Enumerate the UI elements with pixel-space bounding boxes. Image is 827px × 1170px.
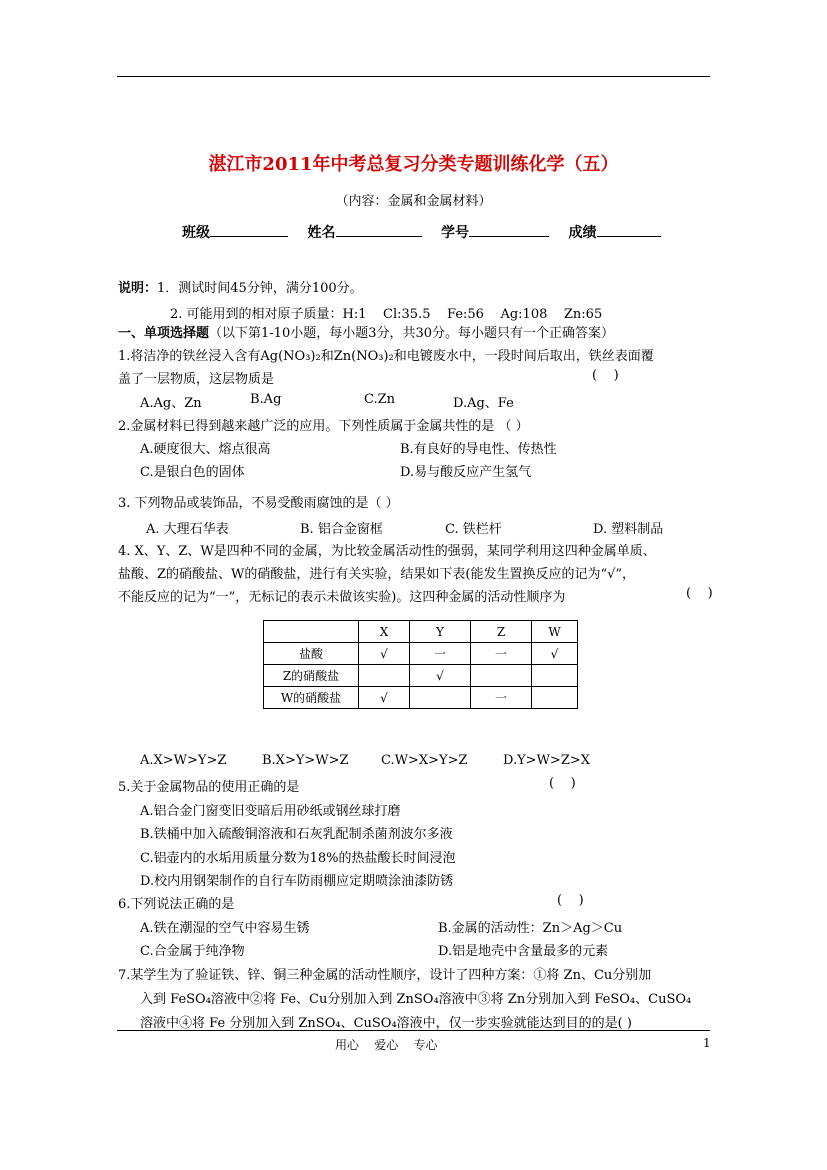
q5-option-b: B.铁桶中加入硫酸铜溶液和石灰乳配制杀菌剂波尔多液 (140, 827, 453, 842)
q6-option-c: C.合金属于纯净物 (140, 944, 245, 959)
q4-option-c: C.W>X>Y>Z (381, 753, 468, 768)
score-label: 成绩 (568, 225, 597, 241)
q4-option-d: D.Y>W>Z>X (503, 753, 591, 768)
id-label: 学号 (441, 225, 469, 241)
q4-option-b: B.X>Y>W>Z (262, 753, 349, 768)
q7-stem-2: 入到 FeSO₄溶液中②将 Fe、Cu分别加入到 ZnSO₄溶液中③将 Zn分别加入到 FeSO₄、CuSO₄ (140, 992, 692, 1007)
q1-stem-1: 1.将洁净的铁丝浸入含有Ag(NO₃)₂和Zn(NO₃)₂和电镀废水中，一段时间后取出，铁丝表面覆 (118, 349, 654, 364)
q6-option-a: A.铁在潮湿的空气中容易生锈 (140, 921, 310, 936)
q1-option-d: D.Ag、Fe (453, 396, 514, 411)
table-cell (532, 665, 578, 687)
section-heading (118, 322, 614, 341)
name-label: 姓名 (307, 225, 336, 241)
q1-stem-2: 盖了一层物质，这层物质是 (118, 372, 275, 387)
table-cell: √ (532, 643, 578, 665)
name-blank[interactable] (336, 222, 422, 237)
class-blank[interactable] (210, 222, 288, 237)
q2-option-c: C.是银白色的固体 (140, 465, 245, 480)
table-cell (264, 621, 359, 643)
reaction-table (263, 620, 578, 709)
table-cell: 一 (410, 643, 471, 665)
class-label: 班级 (182, 225, 210, 241)
q1-option-c: C.Zn (364, 392, 396, 407)
q4-answer-paren: ( ) (686, 586, 713, 601)
id-blank[interactable] (469, 222, 549, 237)
footer-rule (117, 1030, 710, 1031)
q2-option-b: B.有良好的导电性、传热性 (400, 442, 557, 457)
table-cell: √ (359, 687, 410, 709)
section-label: 一、单项选择题 (118, 326, 210, 341)
q3-stem: 3. 下列物品或装饰品，不易受酸雨腐蚀的是（ ） (118, 496, 399, 511)
table-cell (471, 665, 532, 687)
table-cell: 一 (471, 643, 532, 665)
q1-answer-paren: ( ) (592, 368, 619, 383)
table-cell: W (532, 621, 578, 643)
table-cell: Y (410, 621, 471, 643)
q7-stem-3: 溶液中④将 Fe 分别加入到 ZnSO₄、CuSO₄溶液中，仅一步实验就能达到目的的是( ) (140, 1016, 632, 1031)
table-cell: W的硝酸盐 (264, 687, 359, 709)
q5-stem: 5.关于金属物品的使用正确的是 (118, 780, 300, 795)
q5-answer-paren: ( ) (549, 776, 576, 791)
note-2: 2. 可能用到的相对原子质量：H:1 Cl:35.5 Fe:56 Ag:108 Zn:65 (170, 307, 603, 322)
table-cell (359, 665, 410, 687)
q2-option-d: D.易与酸反应产生氢气 (400, 465, 532, 480)
table-cell: 盐酸 (264, 643, 359, 665)
table-row (264, 687, 578, 709)
q4-stem-1: 4. X、Y、Z、W是四种不同的金属，为比较金属活动性的强弱，某同学利用这四种金属单质、 (118, 544, 656, 559)
top-rule (117, 76, 710, 77)
q3-option-d: D. 塑料制品 (593, 522, 664, 537)
page-number: 1 (703, 1036, 711, 1050)
section-desc: （以下第1-10小题，每小题3分，共30分。每小题只有一个正确答案） (209, 326, 615, 341)
q3-option-c: C. 铁栏杆 (445, 522, 502, 537)
footer-motto: 用心 爱心 专心 (335, 1038, 438, 1052)
student-info-line (182, 222, 661, 242)
table-cell (410, 687, 471, 709)
page-subtitle: （内容：金属和金属材料） (335, 194, 492, 209)
q4-stem-3: 不能反应的记为“一”，无标记的表示未做该实验)。这四种金属的活动性顺序为 (118, 590, 566, 605)
table-cell (532, 687, 578, 709)
table-row (264, 665, 578, 687)
q7-stem-1: 7.某学生为了验证铁、锌、铜三种金属的活动性顺序，设计了四种方案：①将 Zn、Cu分别加 (118, 968, 652, 983)
q5-option-a: A.铝合金门窗变旧变暗后用砂纸或钢丝球打磨 (140, 804, 401, 819)
q5-option-d: D.校内用钢架制作的自行车防雨棚应定期喷涂油漆防锈 (140, 874, 454, 889)
table-cell: Z (471, 621, 532, 643)
notes-line-1 (118, 277, 363, 296)
q6-answer-paren: ( ) (557, 893, 584, 908)
q6-stem: 6.下列说法正确的是 (118, 897, 235, 912)
q1-option-a: A.Ag、Zn (140, 396, 202, 411)
q6-option-b: B.金属的活动性：Zn＞Ag＞Cu (438, 921, 623, 936)
table-cell: √ (410, 665, 471, 687)
q3-option-b: B. 铝合金窗框 (300, 522, 383, 537)
q3-option-a: A. 大理石华表 (146, 522, 229, 537)
q5-option-c: C.铝壶内的水垢用质量分数为18%的热盐酸长时间浸泡 (140, 851, 456, 866)
q1-option-b: B.Ag (250, 392, 282, 407)
q4-stem-2: 盐酸、Z的硝酸盐、W的硝酸盐，进行有关实验，结果如下表(能发生置换反应的记为“√”， (118, 567, 636, 582)
table-cell: √ (359, 643, 410, 665)
table-cell: Z的硝酸盐 (264, 665, 359, 687)
notes-label: 说明： (118, 281, 158, 296)
page-title: 湛江市2011年中考总复习分类专题训练化学（五） (208, 154, 619, 175)
q2-option-a: A.硬度很大、熔点很高 (140, 442, 271, 457)
table-cell: 一 (471, 687, 532, 709)
table-row (264, 621, 578, 643)
table-cell: X (359, 621, 410, 643)
table-row (264, 643, 578, 665)
q4-option-a: A.X>W>Y>Z (140, 753, 227, 768)
note-1: 1．测试时间45分钟，满分100分。 (157, 281, 363, 296)
q2-stem: 2.金属材料已得到越来越广泛的应用。下列性质属于金属共性的是 （ ） (118, 419, 529, 434)
q6-option-d: D.铝是地壳中含量最多的元素 (438, 944, 609, 959)
score-blank[interactable] (597, 222, 661, 237)
